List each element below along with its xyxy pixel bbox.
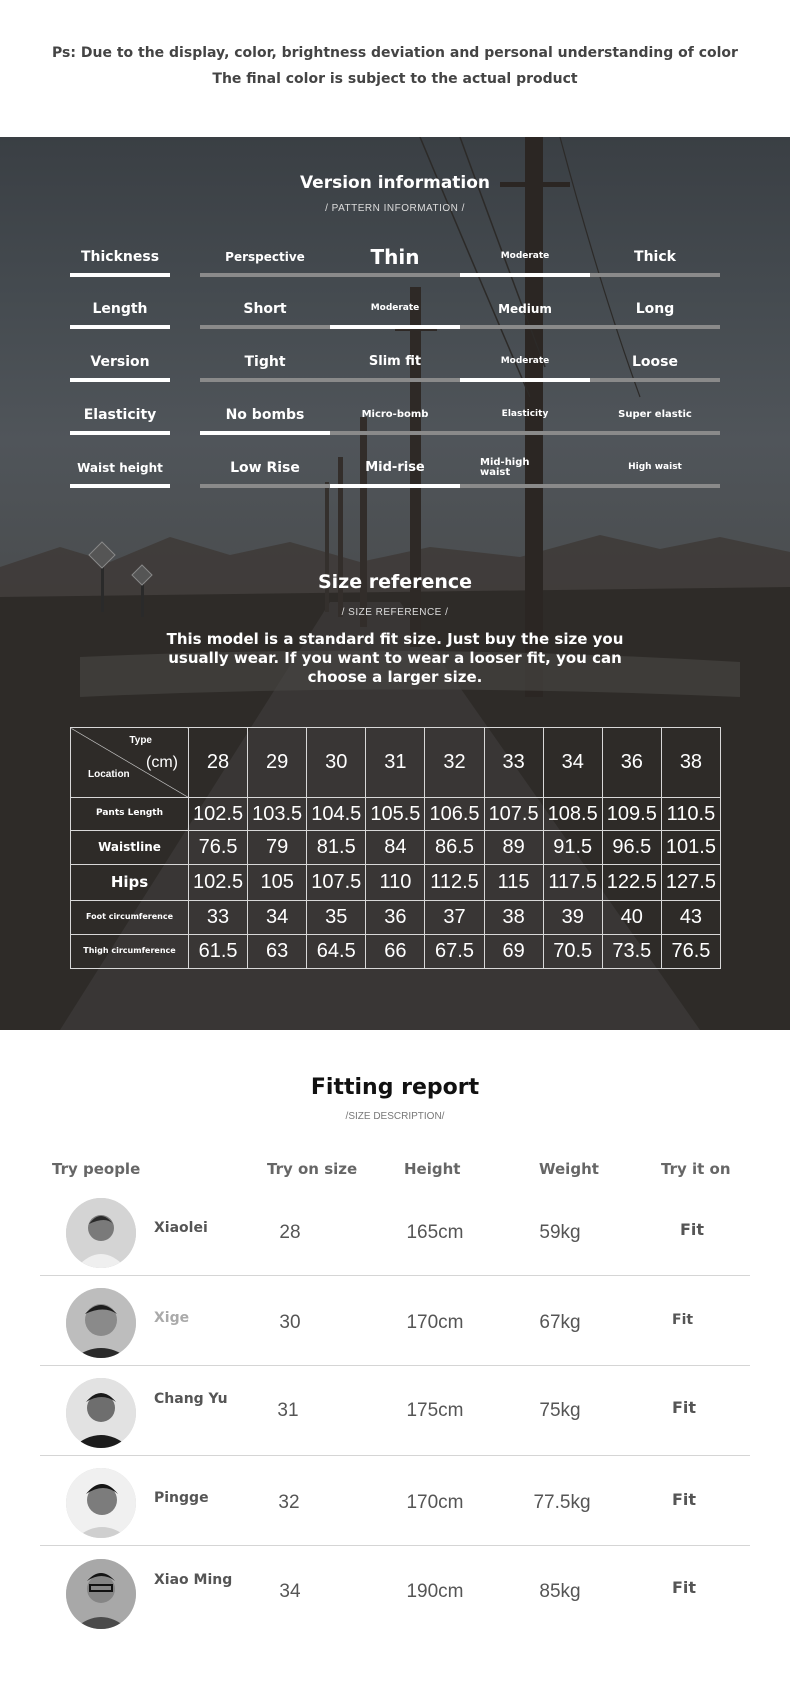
- size-value: 39: [543, 901, 602, 935]
- size-value: 40: [602, 901, 661, 935]
- size-value: 79: [248, 831, 307, 865]
- size-value: 102.5: [189, 865, 248, 901]
- version-option: Moderate: [500, 251, 550, 262]
- size-value: 110.5: [661, 798, 720, 831]
- size-column-header: 33: [484, 728, 543, 798]
- size-value: 107.5: [484, 798, 543, 831]
- size-reference-subtitle: / SIZE REFERENCE /: [341, 607, 449, 618]
- version-option: Short: [243, 300, 287, 317]
- try-on-size: 32: [278, 1492, 300, 1513]
- size-value: 35: [307, 901, 366, 935]
- version-row-length: [70, 289, 720, 329]
- size-value: 64.5: [307, 935, 366, 969]
- header-try-it-on: Try it on: [661, 1160, 731, 1178]
- version-option: Medium: [498, 301, 552, 316]
- header-try-on-size: Try on size: [267, 1160, 358, 1178]
- size-header-row: [71, 728, 721, 798]
- person-name: Xige: [154, 1310, 190, 1326]
- size-value: 108.5: [543, 798, 602, 831]
- fit-result: Fit: [680, 1220, 705, 1239]
- size-value: 112.5: [425, 865, 484, 901]
- version-size-panel: [0, 137, 790, 1030]
- version-option: High waist: [628, 462, 682, 473]
- size-column-header: 38: [661, 728, 720, 798]
- height-value: 165cm: [406, 1222, 464, 1243]
- version-selected-marker: [460, 378, 590, 382]
- try-on-size: 31: [277, 1400, 299, 1421]
- size-column-header: 28: [189, 728, 248, 798]
- size-value: 110: [366, 865, 425, 901]
- version-option: Tight: [244, 353, 286, 370]
- version-row-label: Waist height: [77, 461, 163, 475]
- fitting-row: [40, 1276, 750, 1366]
- row-divider: [40, 1545, 750, 1546]
- version-option: Micro-bomb: [361, 408, 429, 420]
- label-underline: [70, 273, 170, 277]
- fitting-row: [40, 1456, 750, 1546]
- version-row-thickness: [70, 237, 720, 277]
- size-value: 66: [366, 935, 425, 969]
- size-value: 61.5: [189, 935, 248, 969]
- version-row-elasticity: [70, 395, 720, 435]
- weight-value: 85kg: [539, 1581, 581, 1602]
- size-row-waistline: [71, 831, 721, 865]
- size-value: 102.5: [189, 798, 248, 831]
- version-row-label: Version: [90, 354, 150, 370]
- fit-result: Fit: [672, 1578, 697, 1597]
- size-value: 91.5: [543, 831, 602, 865]
- size-column-header: 34: [543, 728, 602, 798]
- size-row-pants-length: [71, 798, 721, 831]
- avatar: [66, 1468, 136, 1538]
- size-value: 86.5: [425, 831, 484, 865]
- size-column-header: 36: [602, 728, 661, 798]
- size-value: 122.5: [602, 865, 661, 901]
- size-value: 38: [484, 901, 543, 935]
- version-option: Mid-high waist: [480, 456, 530, 478]
- size-row-hips: [71, 865, 721, 901]
- weight-value: 77.5kg: [533, 1492, 591, 1513]
- version-track: [200, 484, 720, 488]
- label-underline: [70, 431, 170, 435]
- measurement-label: Foot circumference: [71, 901, 189, 935]
- try-on-size: 30: [279, 1312, 301, 1333]
- version-selected-marker: [330, 484, 460, 488]
- version-option: Thin: [370, 244, 420, 269]
- size-value: 37: [425, 901, 484, 935]
- size-table: [70, 727, 721, 969]
- size-value: 43: [661, 901, 720, 935]
- table-corner-cell: [71, 728, 189, 798]
- size-column-header: 30: [307, 728, 366, 798]
- version-option: Elasticity: [501, 409, 549, 420]
- avatar: [66, 1378, 136, 1448]
- weight-value: 59kg: [539, 1222, 581, 1243]
- size-value: 69: [484, 935, 543, 969]
- size-value: 34: [248, 901, 307, 935]
- label-underline: [70, 484, 170, 488]
- disclaimer-line-1: Ps: Due to the display, color, brightness deviation and personal understanding of color: [52, 45, 738, 61]
- size-value: 127.5: [661, 865, 720, 901]
- size-reference-title: Size reference: [317, 571, 473, 593]
- measurement-label: Waistline: [71, 831, 189, 865]
- size-value: 76.5: [189, 831, 248, 865]
- fitting-row: [40, 1186, 750, 1276]
- size-value: 63: [248, 935, 307, 969]
- size-column-header: 29: [248, 728, 307, 798]
- size-value: 67.5: [425, 935, 484, 969]
- size-value: 81.5: [307, 831, 366, 865]
- type-label: Type: [129, 735, 152, 746]
- version-option: Perspective: [225, 249, 305, 264]
- version-row-label: Length: [92, 301, 148, 317]
- try-on-size: 28: [279, 1222, 301, 1243]
- version-option: Moderate: [500, 356, 550, 367]
- person-name: Chang Yu: [154, 1391, 228, 1407]
- size-value: 84: [366, 831, 425, 865]
- weight-value: 75kg: [539, 1400, 581, 1421]
- version-option: Loose: [632, 353, 678, 370]
- size-value: 107.5: [307, 865, 366, 901]
- fit-result: Fit: [672, 1312, 694, 1328]
- version-selected-marker: [200, 431, 330, 435]
- size-value: 105: [248, 865, 307, 901]
- version-track: [200, 325, 720, 329]
- unit-label: (cm): [146, 754, 178, 771]
- weight-value: 67kg: [539, 1312, 581, 1333]
- version-option: Mid-rise: [365, 460, 425, 476]
- version-option: Long: [635, 300, 675, 317]
- person-name: Xiao Ming: [154, 1572, 233, 1588]
- size-value: 73.5: [602, 935, 661, 969]
- size-value: 36: [366, 901, 425, 935]
- label-underline: [70, 325, 170, 329]
- try-on-size: 34: [279, 1581, 301, 1602]
- version-row-waist-height: [70, 448, 720, 488]
- version-option: No bombs: [225, 406, 305, 423]
- person-name: Pingge: [154, 1490, 209, 1506]
- height-value: 175cm: [406, 1400, 464, 1421]
- size-value: 103.5: [248, 798, 307, 831]
- size-value: 106.5: [425, 798, 484, 831]
- person-name: Xiaolei: [154, 1220, 208, 1236]
- version-info-title: Version information: [299, 173, 491, 193]
- header-height: Height: [404, 1160, 461, 1178]
- version-option: Moderate: [370, 303, 420, 314]
- size-row-foot-circumference: [71, 901, 721, 935]
- version-option: Thick: [634, 248, 676, 265]
- size-value: 96.5: [602, 831, 661, 865]
- fitting-row: [40, 1366, 750, 1456]
- size-column-header: 31: [366, 728, 425, 798]
- disclaimer-line-2: The final color is subject to the actual product: [212, 71, 578, 87]
- header-try-people: Try people: [52, 1160, 141, 1178]
- color-disclaimer: [0, 40, 790, 92]
- version-option: Low Rise: [230, 459, 300, 476]
- header-weight: Weight: [539, 1160, 599, 1178]
- version-option: Super elastic: [618, 408, 692, 420]
- size-value: 117.5: [543, 865, 602, 901]
- location-label: Location: [88, 769, 130, 780]
- size-row-thigh-circumference: [71, 935, 721, 969]
- version-row-label: Thickness: [80, 249, 160, 265]
- size-value: 89: [484, 831, 543, 865]
- height-value: 190cm: [406, 1581, 464, 1602]
- size-value: 33: [189, 901, 248, 935]
- version-info-subtitle: / PATTERN INFORMATION /: [325, 203, 465, 214]
- height-value: 170cm: [406, 1312, 464, 1333]
- version-option: Slim fit: [368, 354, 422, 370]
- version-row-label: Elasticity: [83, 407, 157, 423]
- measurement-label: Pants Length: [71, 798, 189, 831]
- version-selected-marker: [460, 273, 590, 277]
- size-value: 70.5: [543, 935, 602, 969]
- avatar: [66, 1288, 136, 1358]
- size-value: 109.5: [602, 798, 661, 831]
- size-advice-note: This model is a standard fit size. Just buy the size you usually wear. If you want to wear a looser fit, you can choose a larger size.: [166, 630, 624, 686]
- size-value: 105.5: [366, 798, 425, 831]
- fitting-row: [40, 1547, 750, 1637]
- fitting-report-title: Fitting report: [310, 1075, 480, 1100]
- fitting-report-subtitle: /SIZE DESCRIPTION/: [345, 1111, 445, 1122]
- version-row-fit: [70, 342, 720, 382]
- size-column-header: 32: [425, 728, 484, 798]
- measurement-label: Hips: [71, 865, 189, 901]
- fit-result: Fit: [672, 1398, 697, 1417]
- avatar: [66, 1559, 136, 1629]
- size-value: 101.5: [661, 831, 720, 865]
- fit-result: Fit: [672, 1490, 697, 1509]
- avatar: [66, 1198, 136, 1268]
- size-value: 104.5: [307, 798, 366, 831]
- measurement-label: Thigh circumference: [71, 935, 189, 969]
- label-underline: [70, 378, 170, 382]
- height-value: 170cm: [406, 1492, 464, 1513]
- size-value: 76.5: [661, 935, 720, 969]
- version-selected-marker: [330, 325, 460, 329]
- size-value: 115: [484, 865, 543, 901]
